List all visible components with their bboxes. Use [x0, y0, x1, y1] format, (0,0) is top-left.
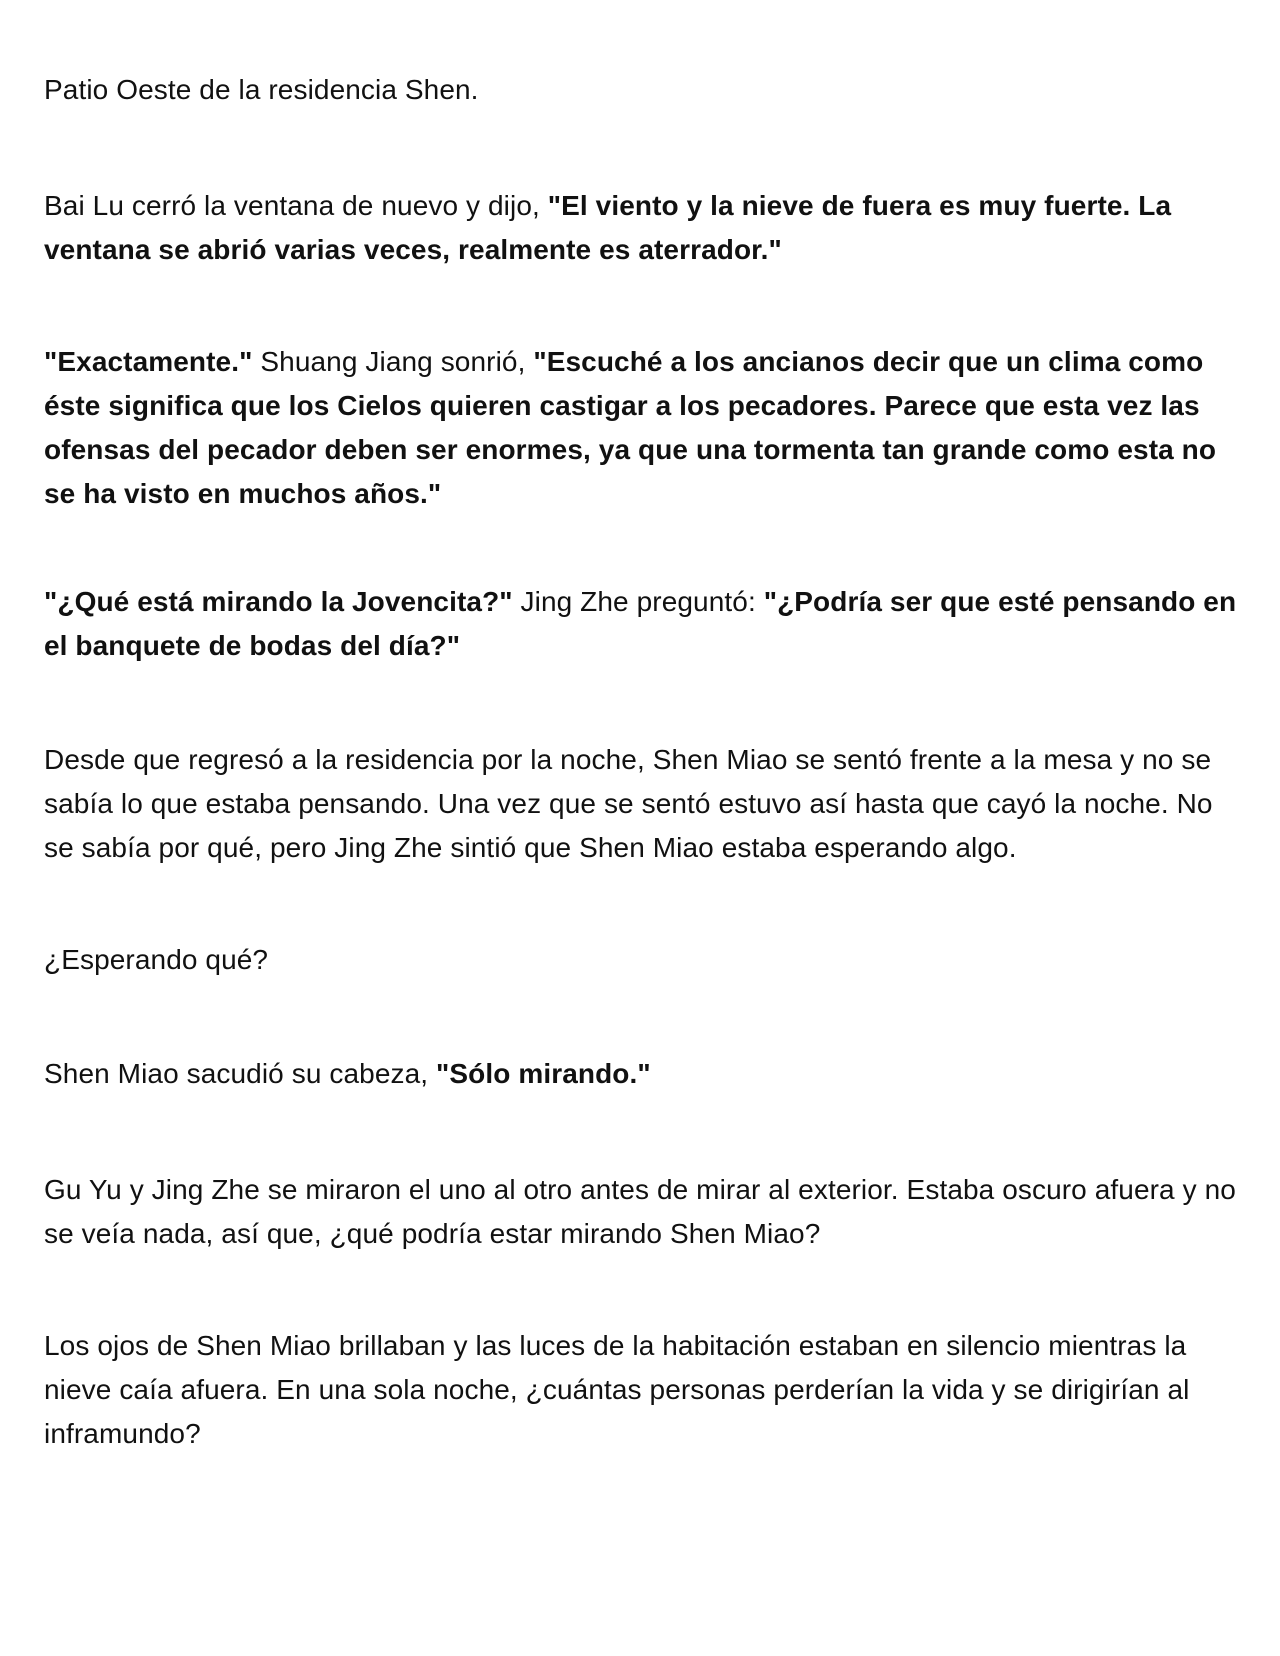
narration-text: Shen Miao sacudió su cabeza, [44, 1058, 437, 1089]
dialogue-text: "¿Qué está mirando la Jovencita?" [44, 586, 513, 617]
narration-text: Jing Zhe preguntó: [512, 586, 764, 617]
paragraph-5 [44, 738, 1244, 870]
paragraph-4 [44, 580, 1244, 668]
paragraph-9 [44, 1324, 1244, 1456]
paragraph-3 [44, 340, 1244, 516]
paragraph-7 [44, 1052, 1244, 1096]
narration-text: Bai Lu cerró la ventana de nuevo y dijo, [44, 190, 548, 221]
paragraph-9-text: Los ojos de Shen Miao brillaban y las luces de la habitación estaban en silencio mientras la nieve caía afuera. En una sola noche, ¿cuántas personas perderían la vida y se dirigirían al inframundo? [44, 1330, 1190, 1449]
dialogue-text: "Sólo mirando." [436, 1058, 651, 1089]
dialogue-text: "El viento y la nieve de fuera es muy fuerte. La ventana se abrió varias veces, realmente es aterrador." [44, 190, 1172, 265]
paragraph-6-text: ¿Esperando qué? [44, 944, 269, 975]
narration-text: Shuang Jiang sonrió, [252, 346, 534, 377]
paragraph-5-text: Desde que regresó a la residencia por la noche, Shen Miao se sentó frente a la mesa y no se sabía lo que estaba pensando. Una vez que se sentó estuvo así hasta que cayó la noche. No se sabía por qué, pero Jing Zhe sintió que Shen Miao estaba esperando algo. [44, 744, 1213, 863]
paragraph-1-text: Patio Oeste de la residencia Shen. [44, 74, 479, 105]
dialogue-text: "Escuché a los ancianos decir que un clima como éste significa que los Cielos quieren castigar a los pecadores. Parece que esta vez las ofensas del pecador deben ser enormes, ya que una tormenta tan grande como esta no se ha visto en muchos años." [44, 346, 1217, 509]
paragraph-6 [44, 938, 1244, 982]
paragraph-2 [44, 184, 1244, 272]
paragraph-8-text: Gu Yu y Jing Zhe se miraron el uno al otro antes de mirar al exterior. Estaba oscuro afuera y no se veía nada, así que, ¿qué podría estar mirando Shen Miao? [44, 1174, 1236, 1249]
paragraph-8 [44, 1168, 1244, 1256]
dialogue-text: "¿Podría ser que esté pensando en el banquete de bodas del día?" [44, 586, 1237, 661]
dialogue-text: "Exactamente." [44, 346, 253, 377]
paragraph-1 [44, 68, 1244, 112]
